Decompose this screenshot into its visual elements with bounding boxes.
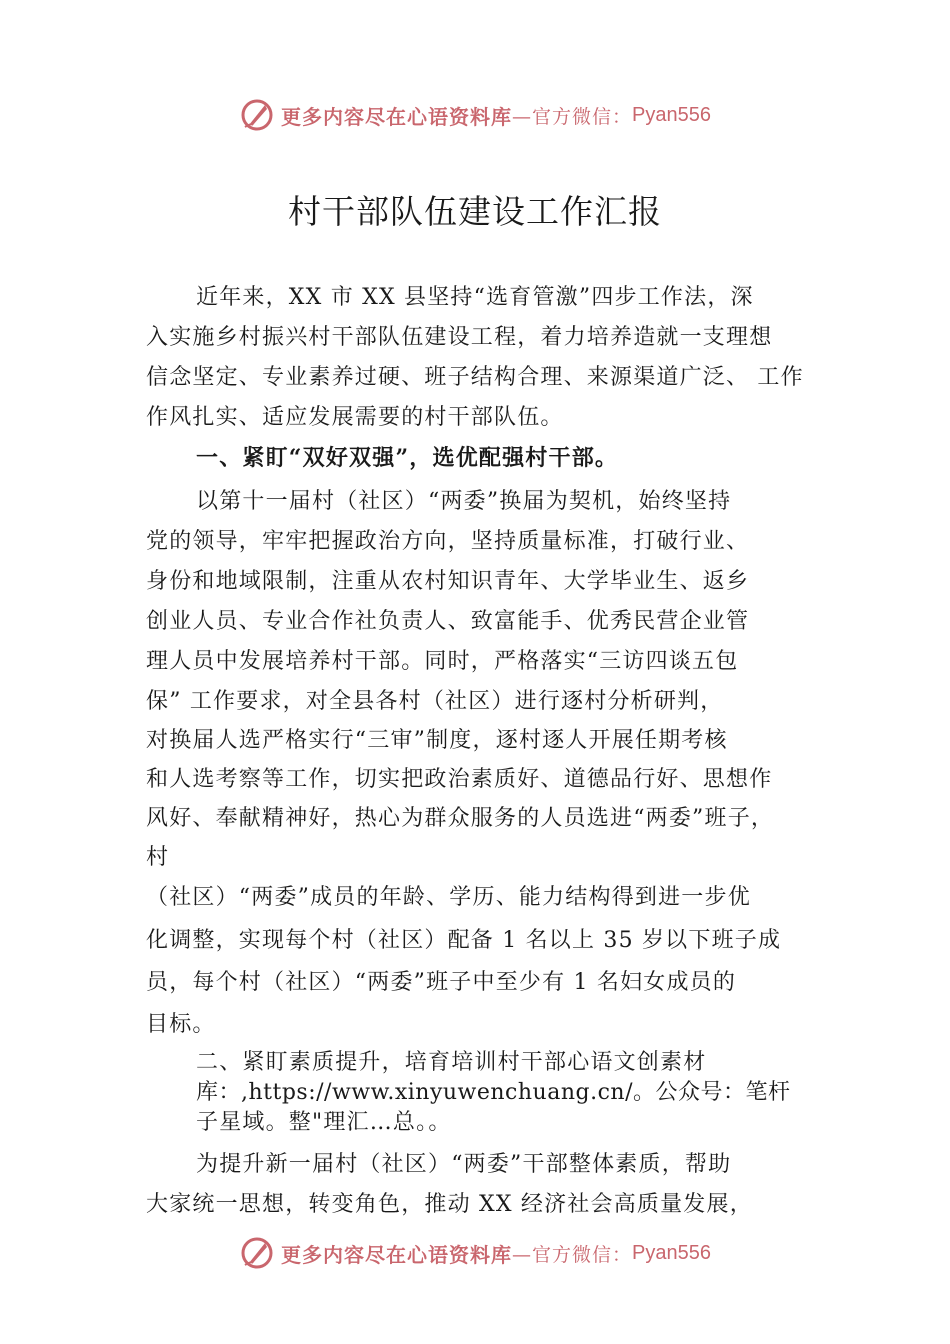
paragraph-line: 大家统一思想，转变角色，推动 XX 经济社会高质量发展，: [146, 1192, 753, 1217]
paragraph-line: 作风扎实、适应发展需要的村干部队伍。: [146, 405, 564, 430]
paragraph-line: 党的领导，牢牢把握政治方向，坚持质量标准，打破行业、: [146, 529, 750, 554]
page-title: 村干部队伍建设工作汇报: [288, 192, 662, 231]
banner-text: 更多内容尽在心语资料库: [281, 104, 512, 129]
paragraph-line: 风好、奉献精神好，热心为群众服务的人员选进“两委”班子，: [146, 806, 775, 831]
watermark-banner-top: [0, 95, 950, 135]
paragraph-line: 入实施乡村振兴村干部队伍建设工程，着力培养造就一支理想: [146, 325, 773, 350]
banner-id: Pyan556: [632, 1241, 711, 1264]
paragraph-line: 村: [146, 845, 170, 870]
watermark-banner-bottom: [0, 1233, 950, 1273]
banner-dash: —官方微信：: [512, 105, 633, 128]
paragraph-line: 理人员中发展培养村干部。同时，严格落实“三访四谈五包: [146, 649, 739, 674]
paragraph-line: 信念坚定、专业素养过硬、班子结构合理、来源渠道广泛、 工作: [146, 365, 804, 390]
paragraph-line: 保” 工作要求，对全县各村（社区）进行逐村分析研判，: [146, 689, 724, 714]
paragraph-line: （社区）“两委”成员的年龄、学历、能力结构得到进一步优: [146, 885, 751, 910]
quill-logo-icon: [239, 97, 275, 133]
paragraph-line: 员，每个村（社区）“两委”班子中至少有 1 名妇女成员的: [146, 970, 737, 995]
paragraph-line: 库：,https://www.xinyuwenchuang.cn/。公众号：笔杆: [196, 1080, 791, 1105]
banner-text: 更多内容尽在心语资料库: [281, 1242, 512, 1267]
paragraph-line: 和人选考察等工作，切实把政治素质好、道德品行好、思想作: [146, 767, 773, 792]
paragraph-line: 对换届人选严格实行“三审”制度，逐村逐人开展任期考核: [146, 728, 728, 753]
quill-logo-icon: [239, 1235, 275, 1271]
section-heading-1: 一、紧盯“双好双强”，选优配强村干部。: [196, 445, 619, 471]
paragraph-line: 目标。: [146, 1012, 216, 1037]
paragraph-line: 身份和地域限制，注重从农村知识青年、大学毕业生、返乡: [146, 569, 750, 594]
banner-dash: —官方微信：: [512, 1243, 633, 1266]
paragraph-line: 以第十一届村（社区）“两委”换届为契机，始终坚持: [196, 489, 732, 514]
paragraph-line: 子星域。整"理汇…总。。: [196, 1110, 452, 1135]
section-heading-2: 二、紧盯素质提升，培育培训村干部心语文创素材: [196, 1050, 707, 1075]
paragraph-line: 化调整，实现每个村（社区）配备 1 名以上 35 岁以下班子成: [146, 928, 782, 953]
paragraph-line: 近年来，XX 市 XX 县坚持“选育管激”四步工作法，深: [196, 285, 754, 310]
banner-id: Pyan556: [632, 103, 711, 126]
paragraph-line: 创业人员、专业合作社负责人、致富能手、优秀民营企业管: [146, 609, 750, 634]
paragraph-line: 为提升新一届村（社区）“两委”干部整体素质，帮助: [196, 1152, 732, 1177]
